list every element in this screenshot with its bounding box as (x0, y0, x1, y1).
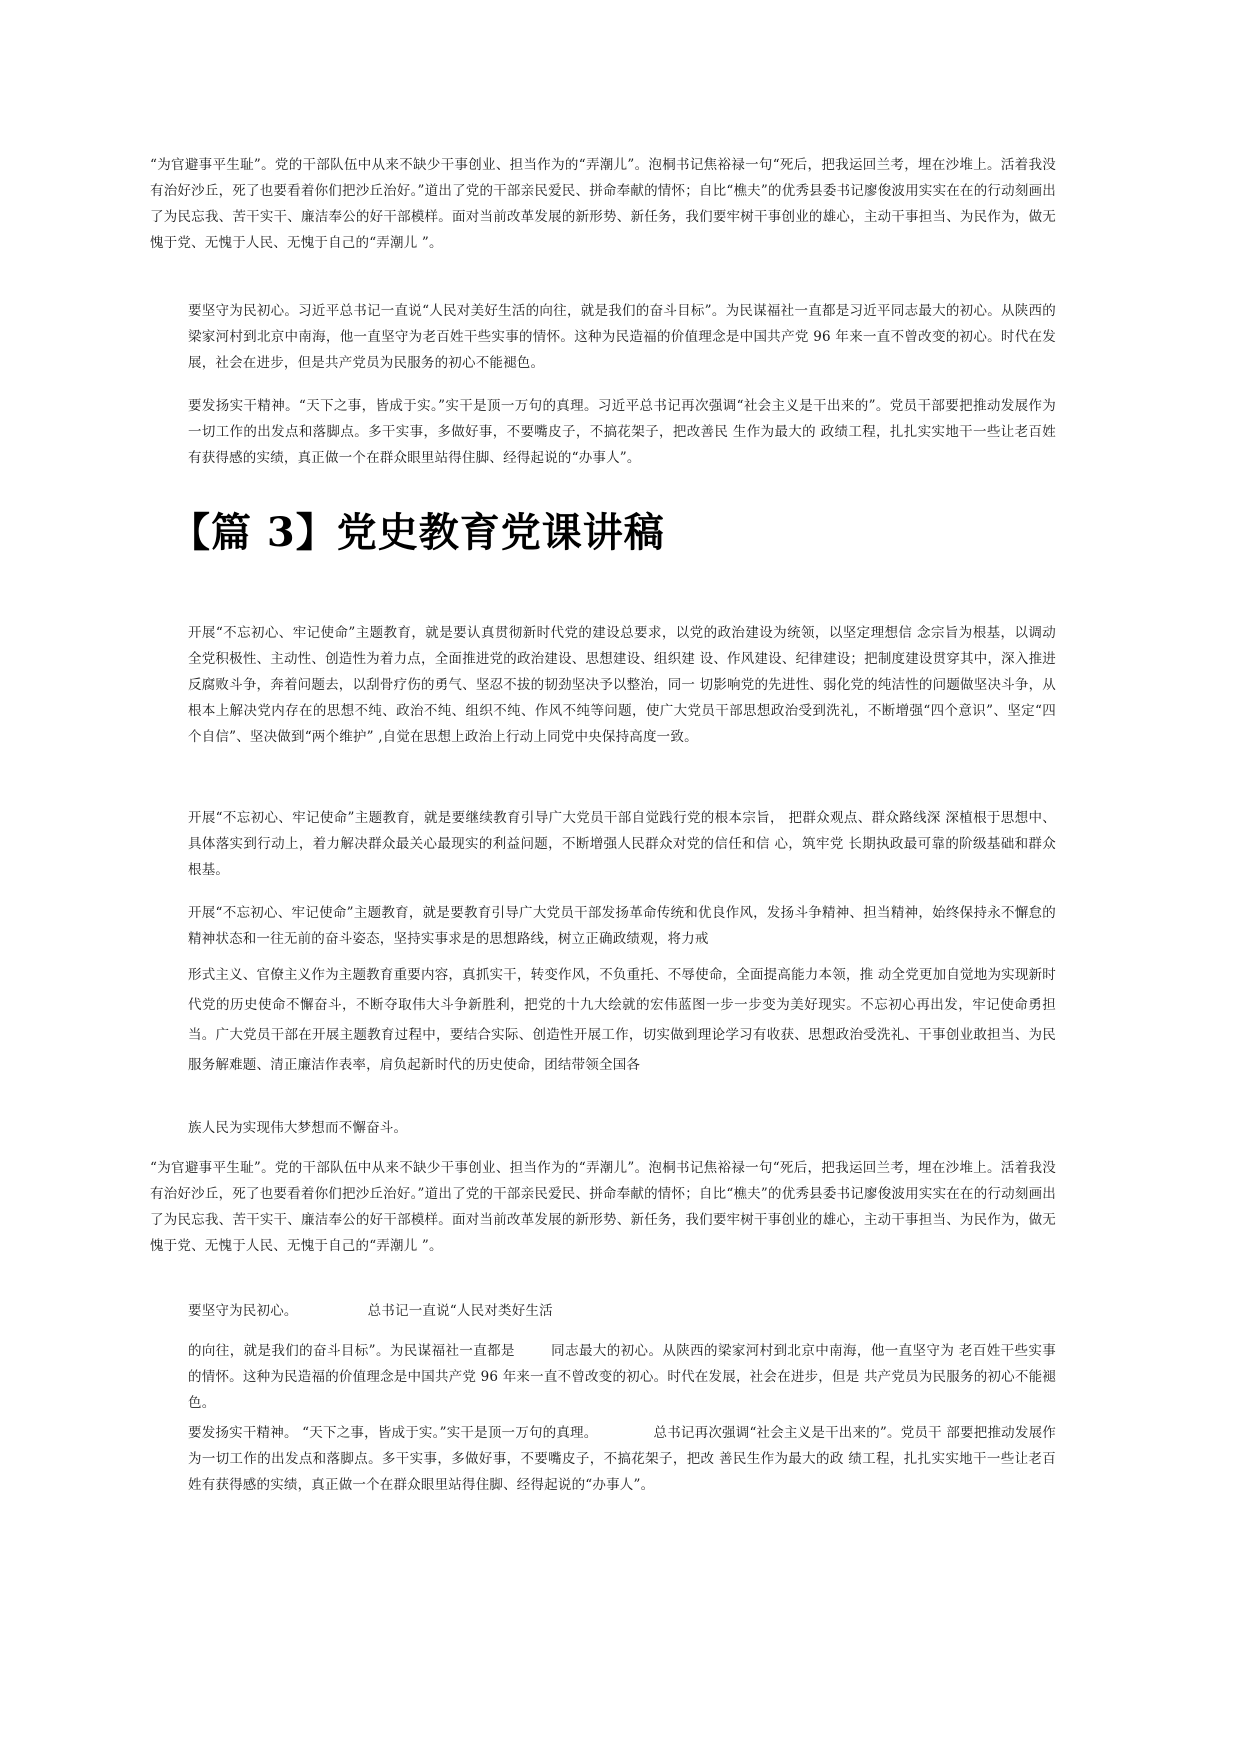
paragraph-theme-education-1: 开展“不忘初心、牢记使命”主题教育，就是要认真贯彻新时代党的建设总要求，以党的政治建设为统领，以坚定理想信 念宗旨为根基，以调动全党积极性、主动性、创造性为着力点，全面推进党的政治建设、思想建设、组织建 设、作风建设、纪律建设；把制度建设贯穿其中，深入推进反腐败斗争，奔着问题去，以刮骨疗伤的勇气、坚忍不拔的韧劲坚决予以整治，同一 切影响党的先进性、弱化党的纯洁性的问题做坚决斗争，从根本上解决党内存在的思想不纯、政治不纯、组织不纯、作风不纯等问题，使广大党员干部思想政治受到洗礼，不断增强“四个意识”、坚定“四个自信”、坚决做到“两个维护” ,自觉在思想上政治上行动上同党中央保持高度一致。 (188, 625, 1056, 745)
text-fragment: 要发扬实干精神。 “天下之事，皆成于实。”实干是顶一万句的真理。 (188, 1425, 598, 1441)
paragraph-original-aspiration: 要坚守为民初心。习近平总书记一直说“人民对美好生活的向往，就是我们的奋斗目标”。为民谋福社一直都是习近平同志最大的初心。从陕西的梁家河村到北京中南海，他一直坚守为老百姓干些实事的情怀。这种为民造福的价值理念是中国共产党 96 年来一直不曾改变的初心。时代在发展，社会在进步，但是共产党员为民服务的初心不能褪色。 (188, 303, 1056, 371)
paragraph-officials: “为官避事平生耻”。党的干部队伍中从来不缺少干事创业、担当作为的“弄潮儿”。泡桐书记焦裕禄一句“死后，把我运回兰考，埋在沙堆上。活着我没有治好沙丘，死了也要看着你们把沙丘治好。”道出了党的干部亲民爱民、拼命奉献的情怀；自比“樵夫”的优秀县委书记廖俊波用实实在在的行动刻画出了为民忘我、苦干实干、廉洁奉公的好干部模样。面对当前改革发展的新形势、新任务，我们要牢树干事创业的雄心，主动干事担当、为民作为，做无愧于党、无愧于人民、无愧于自己的“弄潮儿 ”。 (150, 157, 1056, 251)
paragraph-hard-work-repeat (188, 1420, 1056, 1498)
text-fragment: 同志最大的初心。从陕西的梁家河村到北京中南海，他一直坚守为 老百姓干些实事的情怀。这种为民造福的价值理念是中国共产党 96 年来一直不曾改变的初心。时代在发展，社会在进步，但是 共产党员为民服务的初心不能褪色。 (188, 1343, 1056, 1411)
paragraph-theme-education-4: 形式主义、官僚主义作为主题教育重要内容，真抓实干，转变作风，不负重托、不辱使命，全面提高能力本领，推 动全党更加自觉地为实现新时代党的历史使命不懈奋斗，不断夺取伟大斗争新胜利，把党的十九大绘就的宏伟蓝图一步一步变为美好现实。不忘初心再出发，牢记使命勇担当。广大党员干部在开展主题教育过程中，要结合实际、创造性开展工作，切实做到理论学习有收获、思想政治受洗礼、干事创业敢担当、为民服务解难题、清正廉洁作表率，肩负起新时代的历史使命，团结带领全国各 (188, 967, 1056, 1073)
text-fragment: 的向往，就是我们的奋斗目标”。为民谋福社一直都是 (188, 1343, 515, 1359)
paragraph-officials-repeat: “为官避事平生耻”。党的干部队伍中从来不缺少干事创业、担当作为的“弄潮儿”。泡桐书记焦裕禄一句“死后，把我运回兰考，埋在沙堆上。活着我没有治好沙丘，死了也要看着你们把沙丘治好。”道出了党的干部亲民爱民、拼命奉献的情怀；自比“樵夫”的优秀县委书记廖俊波用实实在在的行动刻画出了为民忘我、苦干实干、廉洁奉公的好干部模样。面对当前改革发展的新形势、新任务，我们要牢树干事创业的雄心，主动干事担当、为民作为，做无愧于党、无愧于人民、无愧于自己的“弄潮儿 ”。 (150, 1160, 1056, 1254)
section-heading: 【篇 3】党史教育党课讲稿 (170, 509, 665, 556)
text-fragment: 要坚守为民初心。 (188, 1303, 298, 1319)
paragraph-theme-education-end: 族人民为实现伟大梦想而不懈奋斗。 (188, 1120, 408, 1136)
paragraph-theme-education-2: 开展“不忘初心、牢记使命”主题教育，就是要继续教育引导广大党员干部自觉践行党的根本宗旨， 把群众观点、群众路线深 深植根于思想中、具体落实到行动上，着力解决群众最关心最现实的利益问题，不断增强人民群众对党的信任和信 心，筑牢党 长期执政最可靠的阶级基础和群众根基。 (188, 810, 1056, 878)
paragraph-original-aspiration-repeat (188, 1338, 1056, 1416)
paragraph-theme-education-3: 开展“不忘初心、牢记使命”主题教育，就是要教育引导广大党员干部发扬革命传统和优良作风，发扬斗争精神、担当精神，始终保持永不懈怠的精神状态和一往无前的奋斗姿态，坚持实事求是的思想路线，树立正确政绩观，将力戒 (188, 905, 1056, 947)
paragraph-hard-work: 要发扬实干精神。“天下之事，皆成于实。”实干是顶一万句的真理。习近平总书记再次强调“社会主义是干出来的”。党员干部要把推动发展作为一切工作的出发点和落脚点。多干实事，多做好事，不要嘴皮子，不搞花架子，把改善民 生作为最大的 政绩工程，扎扎实实地干一些让老百姓有获得感的实绩，真正做一个在群众眼里站得住脚、经得起说的“办事人”。 (188, 398, 1056, 466)
paragraph-original-aspiration-repeat-start (188, 1298, 1056, 1324)
text-fragment: 总书记再次强调“社会主义是干出来的”。党员干 部要把推动发展作为一切工作的出发点和落脚点。多干实事，多做好事，不要嘴皮子，不搞花架子，把改 善民生作为最大的政 绩工程，扎扎实实地干一些让老百姓有获得感的实绩，真正做一个在群众眼里站得住脚、经得起说的“办事人”。 (188, 1425, 1057, 1493)
text-fragment: 总书记一直说“人民对类好生活 (367, 1303, 553, 1319)
